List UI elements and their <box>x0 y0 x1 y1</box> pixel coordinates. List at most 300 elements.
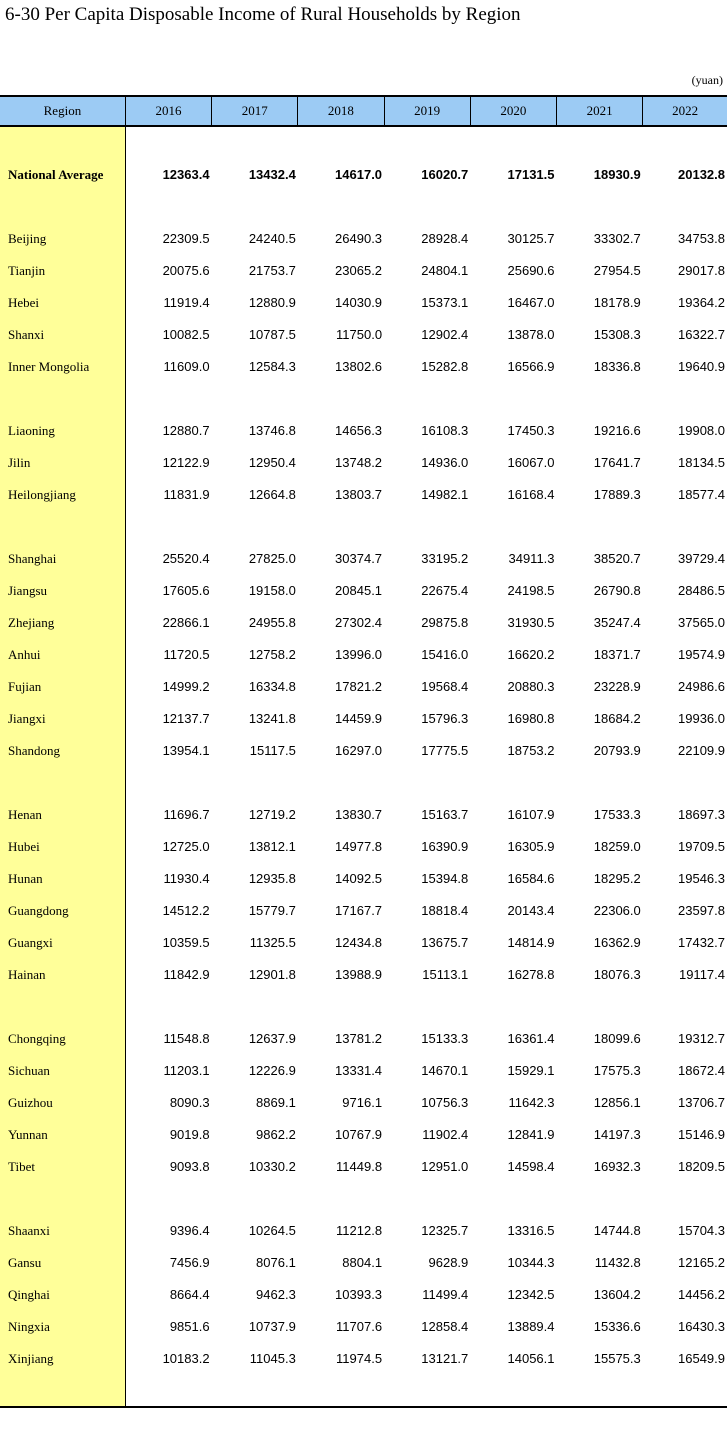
income-value-cell: 26790.8 <box>593 583 641 598</box>
income-value-cell: 11707.6 <box>336 1319 383 1334</box>
income-value-cell: 13889.4 <box>507 1319 555 1334</box>
income-value-cell: 11212.8 <box>336 1223 383 1238</box>
region-name-cell: Beijing <box>0 223 125 255</box>
income-value-cell: 11974.5 <box>336 1351 383 1366</box>
income-value-cell: 12363.4 <box>162 167 210 182</box>
spacer-cell <box>384 1375 470 1407</box>
income-value-cell: 14982.1 <box>421 487 469 502</box>
income-value-cell: 16361.4 <box>507 1031 555 1046</box>
income-value-cell: 8869.1 <box>256 1095 296 1110</box>
income-value-cell: 19364.2 <box>678 295 725 310</box>
income-value-cell: 10787.5 <box>248 327 296 342</box>
income-value-cell: 19936.0 <box>678 711 725 726</box>
income-value-cell: 11930.4 <box>163 871 210 886</box>
income-value-cell: 9862.2 <box>256 1127 296 1142</box>
income-value-cell: 29875.8 <box>421 615 469 630</box>
income-value-cell: 19312.7 <box>678 1031 725 1046</box>
group-spacer <box>0 191 727 223</box>
income-value-cell: 11548.8 <box>163 1031 210 1046</box>
spacer-cell <box>643 1183 727 1215</box>
income-value-cell: 19908.0 <box>678 423 725 438</box>
table-row <box>0 735 727 767</box>
spacer-cell <box>557 991 643 1023</box>
region-spacer-cell <box>0 767 125 799</box>
income-value-cell: 30374.7 <box>335 551 383 566</box>
income-value-cell: 19117.4 <box>678 967 725 982</box>
income-value-cell: 12584.3 <box>248 359 296 374</box>
income-value-cell: 34911.3 <box>508 551 555 566</box>
region-spacer-cell <box>0 191 125 223</box>
income-value-cell: 12880.9 <box>248 295 296 310</box>
spacer-cell <box>557 1375 643 1407</box>
region-name-cell: Qinghai <box>0 1279 125 1311</box>
income-value-cell: 9716.1 <box>342 1095 383 1110</box>
income-value-cell: 13996.0 <box>335 647 383 662</box>
region-name-cell: Zhejiang <box>0 607 125 639</box>
income-value-cell: 25520.4 <box>162 551 210 566</box>
income-value-cell: 12137.7 <box>162 711 210 726</box>
income-value-cell: 15373.1 <box>421 295 469 310</box>
income-value-cell: 12935.8 <box>248 871 296 886</box>
income-value-cell: 11642.3 <box>508 1095 555 1110</box>
income-value-cell: 21753.7 <box>248 263 296 278</box>
region-name-cell: Shanxi <box>0 319 125 351</box>
group-spacer <box>0 511 727 543</box>
income-value-cell: 31930.5 <box>507 615 555 630</box>
income-value-cell: 14512.2 <box>162 903 210 918</box>
income-value-cell: 13432.4 <box>248 167 296 182</box>
region-spacer-cell <box>0 511 125 543</box>
income-value-cell: 12664.8 <box>248 487 296 502</box>
income-value-cell: 18259.0 <box>593 839 641 854</box>
income-value-cell: 12902.4 <box>421 327 469 342</box>
income-value-cell: 10264.5 <box>248 1223 296 1238</box>
income-value-cell: 18099.6 <box>593 1031 641 1046</box>
income-value-cell: 13121.7 <box>421 1351 469 1366</box>
spacer-cell <box>125 1375 211 1407</box>
income-value-cell: 18930.9 <box>593 167 641 182</box>
income-value-cell: 11432.8 <box>594 1255 641 1270</box>
spacer-cell <box>643 511 727 543</box>
table-row <box>0 447 727 479</box>
spacer-cell <box>470 991 556 1023</box>
spacer-cell <box>125 383 211 415</box>
income-value-cell: 15704.3 <box>678 1223 725 1238</box>
income-value-cell: 33302.7 <box>593 231 641 246</box>
income-value-cell: 11842.9 <box>163 967 210 982</box>
spacer-cell <box>557 511 643 543</box>
income-value-cell: 23228.9 <box>593 679 641 694</box>
income-value-cell: 12637.9 <box>248 1031 296 1046</box>
income-value-cell: 24955.8 <box>248 615 296 630</box>
income-value-cell: 27302.4 <box>335 615 383 630</box>
region-spacer-cell <box>0 991 125 1023</box>
income-value-cell: 15282.8 <box>421 359 469 374</box>
spacer-cell <box>384 991 470 1023</box>
income-value-cell: 12950.4 <box>248 455 296 470</box>
income-value-cell: 12841.9 <box>507 1127 555 1142</box>
income-table-container <box>0 95 727 1408</box>
unit-label: (yuan) <box>691 73 723 87</box>
spacer-cell <box>384 126 470 159</box>
income-value-cell: 13241.8 <box>248 711 296 726</box>
income-value-cell: 19640.9 <box>678 359 725 374</box>
region-spacer-cell <box>0 126 125 159</box>
income-value-cell: 14936.0 <box>421 455 469 470</box>
income-value-cell: 16108.3 <box>421 423 469 438</box>
region-name-cell: Jiangxi <box>0 703 125 735</box>
income-value-cell: 19709.5 <box>678 839 725 854</box>
spacer-cell <box>298 991 384 1023</box>
income-value-cell: 10359.5 <box>162 935 210 950</box>
region-name-cell: Sichuan <box>0 1055 125 1087</box>
spacer-cell <box>298 126 384 159</box>
spacer-cell <box>298 1375 384 1407</box>
income-value-cell: 16168.4 <box>507 487 555 502</box>
income-value-cell: 16305.9 <box>507 839 555 854</box>
spacer-cell <box>643 126 727 159</box>
table-row <box>0 223 727 255</box>
income-value-cell: 19216.6 <box>593 423 641 438</box>
income-value-cell: 17533.3 <box>593 807 641 822</box>
income-value-cell: 11919.4 <box>163 295 210 310</box>
spacer-cell <box>557 767 643 799</box>
income-value-cell: 12725.0 <box>162 839 210 854</box>
income-value-cell: 14656.3 <box>335 423 383 438</box>
income-value-cell: 8664.4 <box>169 1287 210 1302</box>
income-value-cell: 16362.9 <box>593 935 641 950</box>
income-value-cell: 12758.2 <box>248 647 296 662</box>
income-value-cell: 10183.2 <box>162 1351 210 1366</box>
income-value-cell: 11325.5 <box>249 935 296 950</box>
income-value-cell: 8090.3 <box>169 1095 210 1110</box>
column-header-year: 2018 <box>298 96 384 126</box>
table-row <box>0 575 727 607</box>
income-value-cell: 22109.9 <box>678 743 725 758</box>
income-value-cell: 13706.7 <box>678 1095 725 1110</box>
income-value-cell: 13803.7 <box>335 487 383 502</box>
spacer-cell <box>298 511 384 543</box>
income-value-cell: 13781.2 <box>335 1031 383 1046</box>
table-row <box>0 1311 727 1343</box>
income-value-cell: 17167.7 <box>335 903 383 918</box>
region-name-cell: Yunnan <box>0 1119 125 1151</box>
region-name-cell: Ningxia <box>0 1311 125 1343</box>
table-row <box>0 831 727 863</box>
income-value-cell: 15575.3 <box>593 1351 641 1366</box>
spacer-cell <box>125 511 211 543</box>
income-value-cell: 12858.4 <box>421 1319 469 1334</box>
income-value-cell: 9019.8 <box>169 1127 210 1142</box>
table-row <box>0 415 727 447</box>
spacer-cell <box>557 191 643 223</box>
income-value-cell: 19568.4 <box>421 679 469 694</box>
income-value-cell: 9628.9 <box>428 1255 469 1270</box>
spacer-cell <box>212 767 298 799</box>
table-row <box>0 1343 727 1375</box>
income-value-cell: 13675.7 <box>421 935 469 950</box>
spacer-cell <box>298 767 384 799</box>
income-value-cell: 39729.4 <box>678 551 725 566</box>
income-value-cell: 16467.0 <box>507 295 555 310</box>
income-value-cell: 16334.8 <box>248 679 296 694</box>
income-value-cell: 16107.9 <box>507 807 555 822</box>
region-name-cell: Tibet <box>0 1151 125 1183</box>
income-value-cell: 11720.5 <box>163 647 210 662</box>
region-name-cell: Guangdong <box>0 895 125 927</box>
column-header-year: 2022 <box>643 96 727 126</box>
spacer-cell <box>643 767 727 799</box>
income-value-cell: 13746.8 <box>248 423 296 438</box>
region-name-cell: Anhui <box>0 639 125 671</box>
income-value-cell: 16549.9 <box>678 1351 725 1366</box>
spacer-cell <box>557 126 643 159</box>
spacer-cell <box>212 1375 298 1407</box>
income-value-cell: 18134.5 <box>678 455 725 470</box>
income-value-cell: 17889.3 <box>593 487 641 502</box>
spacer-cell <box>643 1375 727 1407</box>
region-name-cell: Hunan <box>0 863 125 895</box>
income-value-cell: 16020.7 <box>421 167 469 182</box>
income-value-cell: 22306.0 <box>593 903 641 918</box>
spacer-cell <box>470 1375 556 1407</box>
income-value-cell: 18209.5 <box>678 1159 725 1174</box>
spacer-cell <box>298 191 384 223</box>
income-value-cell: 10082.5 <box>162 327 210 342</box>
income-value-cell: 20075.6 <box>162 263 210 278</box>
table-row <box>0 543 727 575</box>
column-header-year: 2017 <box>212 96 298 126</box>
income-value-cell: 11750.0 <box>336 327 383 342</box>
spacer-cell <box>470 191 556 223</box>
spacer-cell <box>125 126 211 159</box>
income-value-cell: 29017.8 <box>678 263 725 278</box>
region-name-cell: Henan <box>0 799 125 831</box>
spacer-cell <box>384 1183 470 1215</box>
spacer-cell <box>125 991 211 1023</box>
income-value-cell: 20845.1 <box>335 583 383 598</box>
income-value-cell: 12856.1 <box>593 1095 641 1110</box>
income-value-cell: 16297.0 <box>335 743 383 758</box>
income-value-cell: 10330.2 <box>248 1159 296 1174</box>
spacer-cell <box>384 383 470 415</box>
income-value-cell: 12901.8 <box>248 967 296 982</box>
table-row <box>0 959 727 991</box>
spacer-cell <box>470 511 556 543</box>
spacer-cell <box>125 191 211 223</box>
income-value-cell: 15929.1 <box>507 1063 555 1078</box>
table-row <box>0 1087 727 1119</box>
income-value-cell: 22675.4 <box>421 583 469 598</box>
income-value-cell: 17432.7 <box>678 935 725 950</box>
spacer-cell <box>212 191 298 223</box>
income-value-cell: 10767.9 <box>335 1127 383 1142</box>
income-value-cell: 11831.9 <box>163 487 210 502</box>
table-row <box>0 1279 727 1311</box>
table-bottom-spacer <box>0 1375 727 1407</box>
income-value-cell: 37565.0 <box>678 615 725 630</box>
income-value-cell: 19158.0 <box>248 583 296 598</box>
spacer-cell <box>384 767 470 799</box>
income-value-cell: 12342.5 <box>507 1287 555 1302</box>
income-value-cell: 10393.3 <box>335 1287 383 1302</box>
income-value-cell: 35247.4 <box>593 615 641 630</box>
table-body <box>0 126 727 1407</box>
income-value-cell: 18178.9 <box>593 295 641 310</box>
region-name-cell: Fujian <box>0 671 125 703</box>
spacer-cell <box>557 383 643 415</box>
spacer-cell <box>212 511 298 543</box>
income-value-cell: 14092.5 <box>335 871 383 886</box>
income-value-cell: 19574.9 <box>678 647 725 662</box>
income-value-cell: 15133.3 <box>421 1031 469 1046</box>
income-value-cell: 18577.4 <box>678 487 725 502</box>
income-value-cell: 23597.8 <box>678 903 725 918</box>
page-title: 6-30 Per Capita Disposable Income of Rural Households by Region <box>5 4 521 25</box>
income-value-cell: 26490.3 <box>335 231 383 246</box>
table-row <box>0 351 727 383</box>
table-row <box>0 671 727 703</box>
income-value-cell: 12951.0 <box>421 1159 469 1174</box>
spacer-cell <box>470 767 556 799</box>
income-value-cell: 15796.3 <box>421 711 469 726</box>
income-value-cell: 11499.4 <box>422 1287 469 1302</box>
income-value-cell: 14056.1 <box>507 1351 555 1366</box>
income-value-cell: 12165.2 <box>678 1255 725 1270</box>
income-value-cell: 20143.4 <box>507 903 555 918</box>
income-value-cell: 11045.3 <box>249 1351 296 1366</box>
income-value-cell: 17775.5 <box>421 743 469 758</box>
income-value-cell: 15308.3 <box>593 327 641 342</box>
income-value-cell: 9851.6 <box>169 1319 210 1334</box>
region-name-cell: Heilongjiang <box>0 479 125 511</box>
table-row <box>0 927 727 959</box>
spacer-cell <box>470 126 556 159</box>
income-value-cell: 20132.8 <box>678 167 725 182</box>
spacer-cell <box>212 991 298 1023</box>
income-value-cell: 11609.0 <box>163 359 210 374</box>
income-value-cell: 18295.2 <box>593 871 641 886</box>
region-name-cell: Jilin <box>0 447 125 479</box>
spacer-cell <box>470 1183 556 1215</box>
region-name-cell: Inner Mongolia <box>0 351 125 383</box>
income-value-cell: 14999.2 <box>162 679 210 694</box>
income-value-cell: 13748.2 <box>335 455 383 470</box>
income-value-cell: 17575.3 <box>593 1063 641 1078</box>
income-value-cell: 14670.1 <box>421 1063 469 1078</box>
income-value-cell: 38520.7 <box>593 551 641 566</box>
income-value-cell: 14617.0 <box>335 167 383 182</box>
income-value-cell: 16390.9 <box>421 839 469 854</box>
income-value-cell: 24240.5 <box>248 231 296 246</box>
income-value-cell: 12719.2 <box>248 807 296 822</box>
column-header-year: 2019 <box>384 96 470 126</box>
income-value-cell: 17450.3 <box>507 423 555 438</box>
spacer-cell <box>643 191 727 223</box>
income-value-cell: 15163.7 <box>421 807 469 822</box>
column-header-region: Region <box>0 96 125 126</box>
income-value-cell: 18076.3 <box>593 967 641 982</box>
income-value-cell: 18818.4 <box>421 903 469 918</box>
table-row <box>0 287 727 319</box>
region-name-cell: Gansu <box>0 1247 125 1279</box>
income-value-cell: 33195.2 <box>421 551 469 566</box>
region-name-cell: Liaoning <box>0 415 125 447</box>
income-value-cell: 27954.5 <box>593 263 641 278</box>
column-header-year: 2020 <box>470 96 556 126</box>
income-value-cell: 14598.4 <box>507 1159 555 1174</box>
spacer-cell <box>212 126 298 159</box>
income-value-cell: 16932.3 <box>593 1159 641 1174</box>
table-top-spacer <box>0 126 727 159</box>
spacer-cell <box>384 191 470 223</box>
table-row <box>0 1119 727 1151</box>
table-row <box>0 1151 727 1183</box>
spacer-cell <box>125 767 211 799</box>
income-value-cell: 18371.7 <box>593 647 641 662</box>
income-value-cell: 30125.7 <box>507 231 555 246</box>
income-value-cell: 16322.7 <box>678 327 725 342</box>
national-average-row <box>0 159 727 191</box>
table-row <box>0 319 727 351</box>
income-value-cell: 20880.3 <box>507 679 555 694</box>
column-header-year: 2016 <box>125 96 211 126</box>
income-value-cell: 13878.0 <box>507 327 555 342</box>
income-value-cell: 34753.8 <box>678 231 725 246</box>
group-spacer <box>0 767 727 799</box>
income-value-cell: 14456.2 <box>678 1287 725 1302</box>
region-name-cell: Chongqing <box>0 1023 125 1055</box>
income-value-cell: 15779.7 <box>248 903 296 918</box>
income-value-cell: 16430.3 <box>678 1319 725 1334</box>
income-value-cell: 16566.9 <box>507 359 555 374</box>
income-value-cell: 13331.4 <box>335 1063 383 1078</box>
income-value-cell: 14030.9 <box>335 295 383 310</box>
income-value-cell: 28486.5 <box>678 583 725 598</box>
income-value-cell: 9396.4 <box>169 1223 210 1238</box>
region-name-cell: Guangxi <box>0 927 125 959</box>
income-value-cell: 28928.4 <box>421 231 469 246</box>
group-spacer <box>0 991 727 1023</box>
income-value-cell: 18336.8 <box>593 359 641 374</box>
income-value-cell: 11902.4 <box>422 1127 469 1142</box>
income-value-cell: 19546.3 <box>678 871 725 886</box>
region-spacer-cell <box>0 1183 125 1215</box>
income-value-cell: 12226.9 <box>248 1063 296 1078</box>
table-row <box>0 895 727 927</box>
income-value-cell: 20793.9 <box>593 743 641 758</box>
region-name-cell: Hebei <box>0 287 125 319</box>
income-value-cell: 10756.3 <box>421 1095 469 1110</box>
income-value-cell: 18684.2 <box>593 711 641 726</box>
income-value-cell: 12880.7 <box>162 423 210 438</box>
income-value-cell: 15146.9 <box>678 1127 725 1142</box>
income-value-cell: 14459.9 <box>335 711 383 726</box>
income-value-cell: 13802.6 <box>335 359 383 374</box>
income-value-cell: 16278.8 <box>507 967 555 982</box>
spacer-cell <box>125 1183 211 1215</box>
region-name-cell: Shanghai <box>0 543 125 575</box>
income-value-cell: 14814.9 <box>507 935 555 950</box>
region-name-cell: Jiangsu <box>0 575 125 607</box>
table-row <box>0 1247 727 1279</box>
column-header-year: 2021 <box>557 96 643 126</box>
income-value-cell: 22309.5 <box>162 231 210 246</box>
region-name-cell: Hubei <box>0 831 125 863</box>
spacer-cell <box>643 991 727 1023</box>
income-value-cell: 17605.6 <box>162 583 210 598</box>
income-value-cell: 15113.1 <box>422 967 469 982</box>
